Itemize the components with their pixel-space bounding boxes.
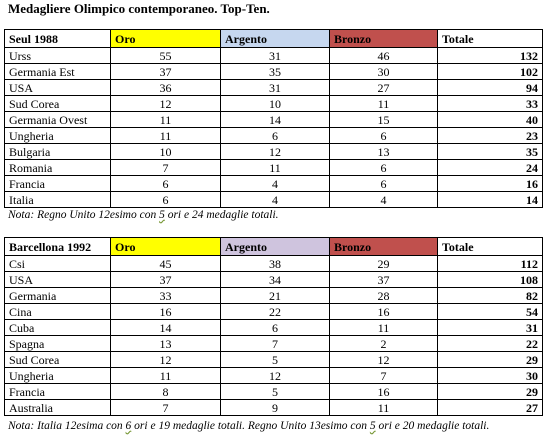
- silver-cell: 21: [221, 288, 330, 304]
- gold-cell: 45: [111, 256, 221, 272]
- table-row: [5, 336, 543, 352]
- total-cell: 14: [438, 192, 543, 208]
- silver-cell: 4: [221, 192, 330, 208]
- total-cell: 29: [438, 352, 543, 368]
- gold-cell: 36: [111, 80, 221, 96]
- table-row: [5, 48, 543, 64]
- country-cell: Urss: [5, 48, 111, 64]
- country-cell: Germania Ovest: [5, 112, 111, 128]
- table-row: [5, 144, 543, 160]
- table-row: [5, 288, 543, 304]
- total-cell: 24: [438, 160, 543, 176]
- total-cell: 54: [438, 304, 543, 320]
- total-cell: 23: [438, 128, 543, 144]
- bronze-cell: 28: [330, 288, 438, 304]
- total-cell: 30: [438, 368, 543, 384]
- note-text: ori e 20 medaglie totali.: [375, 420, 490, 432]
- bronze-cell: 6: [330, 128, 438, 144]
- table-row: [5, 368, 543, 384]
- country-cell: Sud Corea: [5, 96, 111, 112]
- silver-cell: 31: [221, 80, 330, 96]
- silver-cell: 12: [221, 368, 330, 384]
- bronze-header: Bronzo: [330, 30, 438, 48]
- silver-cell: 6: [221, 320, 330, 336]
- silver-cell: 22: [221, 304, 330, 320]
- silver-header: Argento: [221, 238, 330, 256]
- bronze-cell: 15: [330, 112, 438, 128]
- gold-cell: 6: [111, 192, 221, 208]
- bronze-cell: 2: [330, 336, 438, 352]
- bronze-cell: 30: [330, 64, 438, 80]
- bronze-cell: 13: [330, 144, 438, 160]
- country-cell: Spagna: [5, 336, 111, 352]
- gold-cell: 7: [111, 400, 221, 416]
- gold-cell: 11: [111, 112, 221, 128]
- silver-cell: 11: [221, 160, 330, 176]
- bronze-cell: 11: [330, 400, 438, 416]
- table-row: [5, 320, 543, 336]
- total-cell: 33: [438, 96, 543, 112]
- silver-cell: 7: [221, 336, 330, 352]
- bronze-cell: 37: [330, 272, 438, 288]
- edition-header: Barcellona 1992: [5, 238, 111, 256]
- total-cell: 102: [438, 64, 543, 80]
- note-number: 5: [159, 209, 165, 221]
- note-number: 5: [369, 420, 376, 432]
- gold-cell: 7: [111, 160, 221, 176]
- bronze-cell: 11: [330, 320, 438, 336]
- note-1988: [8, 208, 279, 222]
- country-cell: USA: [5, 272, 111, 288]
- header-row: [5, 30, 543, 48]
- gold-cell: 37: [111, 272, 221, 288]
- country-cell: Australia: [5, 400, 111, 416]
- country-cell: Bulgaria: [5, 144, 111, 160]
- gold-cell: 14: [111, 320, 221, 336]
- silver-cell: 31: [221, 48, 330, 64]
- total-cell: 82: [438, 288, 543, 304]
- gold-cell: 11: [111, 368, 221, 384]
- table-row: [5, 192, 543, 208]
- country-cell: Cina: [5, 304, 111, 320]
- total-cell: 22: [438, 336, 543, 352]
- table-row: [5, 96, 543, 112]
- total-header: Totale: [438, 238, 543, 256]
- gold-header: Oro: [111, 238, 221, 256]
- silver-cell: 34: [221, 272, 330, 288]
- gold-cell: 37: [111, 64, 221, 80]
- bronze-header: Bronzo: [330, 238, 438, 256]
- silver-cell: 9: [221, 400, 330, 416]
- total-header: Totale: [438, 30, 543, 48]
- bronze-cell: 29: [330, 256, 438, 272]
- gold-cell: 55: [111, 48, 221, 64]
- bronze-cell: 11: [330, 96, 438, 112]
- medal-table-seul-1988: [4, 29, 543, 208]
- silver-cell: 10: [221, 96, 330, 112]
- header-row: [5, 238, 543, 256]
- total-cell: 94: [438, 80, 543, 96]
- country-cell: Csi: [5, 256, 111, 272]
- table-row: [5, 80, 543, 96]
- bronze-cell: 16: [330, 384, 438, 400]
- table-row: [5, 64, 543, 80]
- bronze-cell: 6: [330, 176, 438, 192]
- table-row: [5, 160, 543, 176]
- gold-cell: 10: [111, 144, 221, 160]
- bronze-cell: 4: [330, 192, 438, 208]
- silver-cell: 35: [221, 64, 330, 80]
- table-row: [5, 256, 543, 272]
- total-cell: 16: [438, 176, 543, 192]
- note-1992: [8, 419, 489, 433]
- page-title: Medagliere Olimpico contemporaneo. Top-Ten.: [8, 1, 270, 16]
- gold-header: Oro: [111, 30, 221, 48]
- table-row: [5, 176, 543, 192]
- table-row: [5, 112, 543, 128]
- total-cell: 108: [438, 272, 543, 288]
- total-cell: 40: [438, 112, 543, 128]
- country-cell: Ungheria: [5, 368, 111, 384]
- total-cell: 132: [438, 48, 543, 64]
- table-row: [5, 128, 543, 144]
- silver-cell: 5: [221, 384, 330, 400]
- note-text: ori e 24 medaglie totali.: [164, 209, 279, 221]
- total-cell: 31: [438, 320, 543, 336]
- total-cell: 35: [438, 144, 543, 160]
- table-row: [5, 272, 543, 288]
- bronze-cell: 16: [330, 304, 438, 320]
- note-text: Nota: Italia 12esima con: [8, 420, 126, 432]
- bronze-cell: 6: [330, 160, 438, 176]
- silver-cell: 5: [221, 352, 330, 368]
- country-cell: Italia: [5, 192, 111, 208]
- silver-cell: 6: [221, 128, 330, 144]
- gold-cell: 11: [111, 128, 221, 144]
- silver-cell: 12: [221, 144, 330, 160]
- note-text: Nota: Regno Unito 12esimo con: [8, 209, 160, 221]
- bronze-cell: 46: [330, 48, 438, 64]
- gold-cell: 16: [111, 304, 221, 320]
- country-cell: Cuba: [5, 320, 111, 336]
- note-text: ori e 19 medaglie totali. Regno Unito 13esimo con: [131, 420, 370, 432]
- total-cell: 27: [438, 400, 543, 416]
- gold-cell: 8: [111, 384, 221, 400]
- silver-header: Argento: [221, 30, 330, 48]
- gold-cell: 12: [111, 352, 221, 368]
- note-number: 6: [125, 420, 132, 432]
- country-cell: USA: [5, 80, 111, 96]
- gold-cell: 13: [111, 336, 221, 352]
- bronze-cell: 27: [330, 80, 438, 96]
- country-cell: Francia: [5, 176, 111, 192]
- country-cell: Francia: [5, 384, 111, 400]
- table-row: [5, 384, 543, 400]
- silver-cell: 14: [221, 112, 330, 128]
- gold-cell: 12: [111, 96, 221, 112]
- table-row: [5, 304, 543, 320]
- bronze-cell: 12: [330, 352, 438, 368]
- bronze-cell: 7: [330, 368, 438, 384]
- country-cell: Germania: [5, 288, 111, 304]
- gold-cell: 33: [111, 288, 221, 304]
- table-row: [5, 352, 543, 368]
- country-cell: Germania Est: [5, 64, 111, 80]
- total-cell: 29: [438, 384, 543, 400]
- country-cell: Ungheria: [5, 128, 111, 144]
- country-cell: Romania: [5, 160, 111, 176]
- table-row: [5, 400, 543, 416]
- gold-cell: 6: [111, 176, 221, 192]
- country-cell: Sud Corea: [5, 352, 111, 368]
- silver-cell: 4: [221, 176, 330, 192]
- silver-cell: 38: [221, 256, 330, 272]
- edition-header: Seul 1988: [5, 30, 111, 48]
- medal-table-barcellona-1992: [4, 237, 543, 416]
- total-cell: 112: [438, 256, 543, 272]
